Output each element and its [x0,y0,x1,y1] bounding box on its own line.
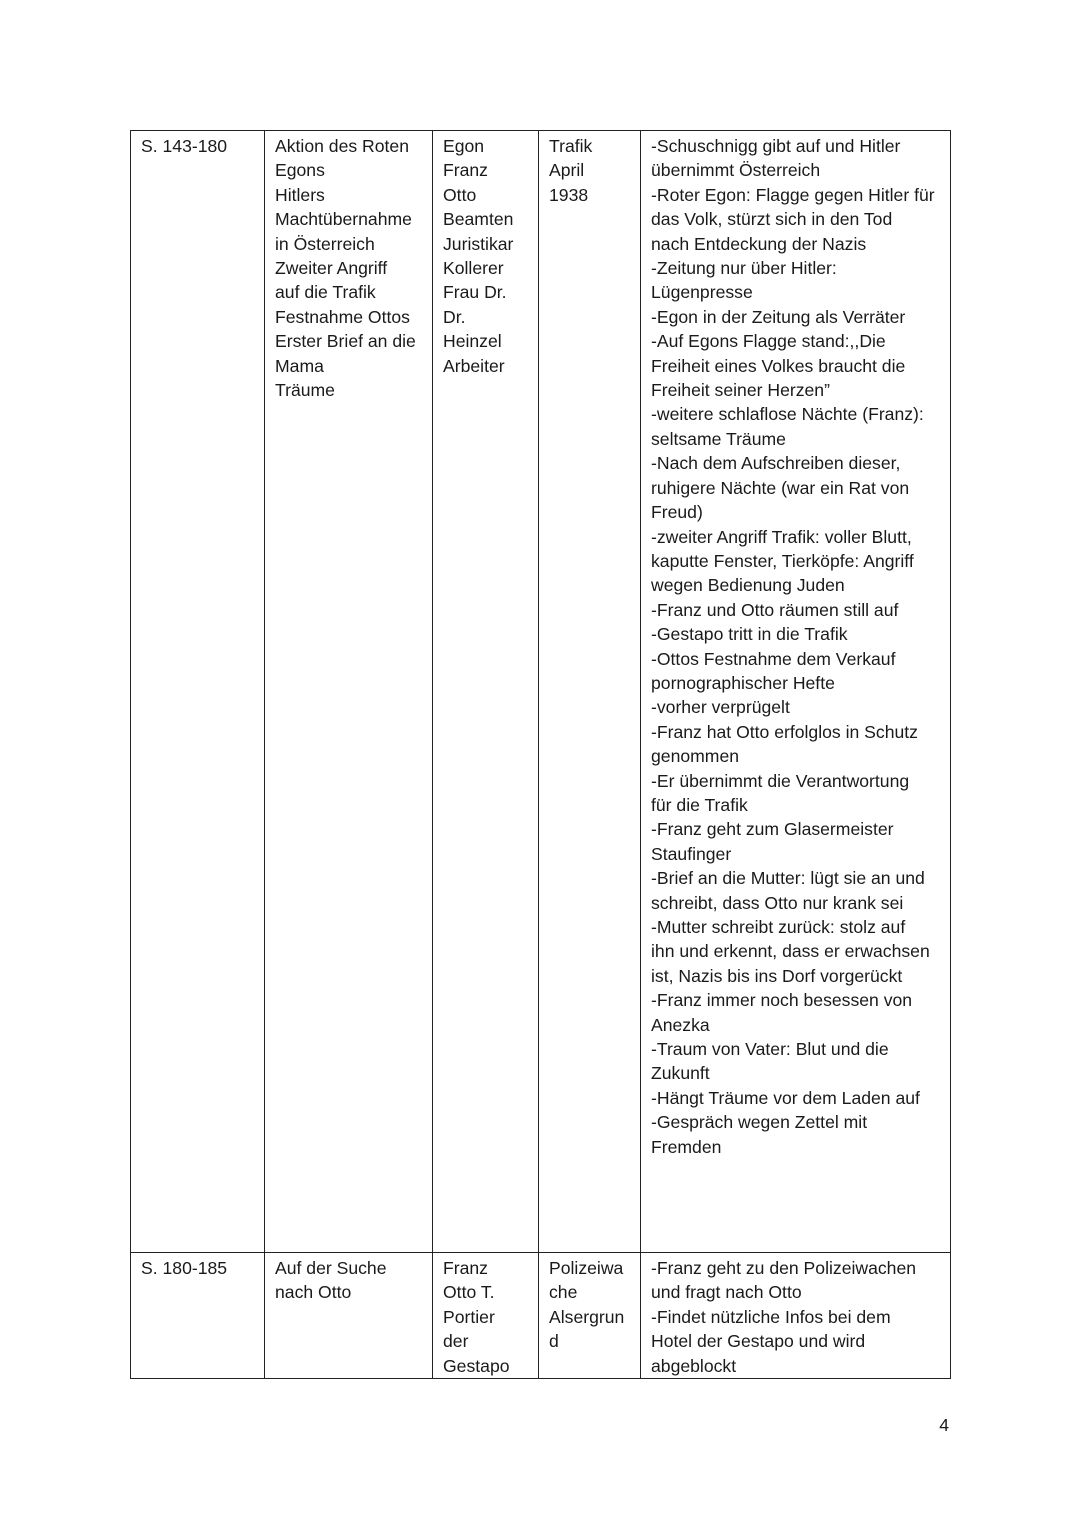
cell-line: in Österreich [275,233,375,254]
cell-line: -Brief an die Mutter: lügt sie an und [651,868,925,889]
cell-line: -Hängt Träume vor dem Laden auf [651,1087,920,1108]
cell-line: -Mutter schreibt zurück: stolz auf [651,917,906,937]
cell-line: Dr. [443,306,466,327]
cell-line: ihn und erkennt, dass er erwachsen [651,941,930,962]
cell-line: -Nach dem Aufschreiben dieser, [651,453,901,474]
cell-line: Träume [275,380,335,401]
place-time-cell [539,131,641,1253]
pages-text: S. 180-185 [141,1258,228,1278]
cell-line: kaputte Fenster, Tierköpfe: Angriff [651,550,914,571]
cell-line: Zweiter Angriff [275,258,388,279]
cell-line: Festnahme Ottos [275,306,410,327]
cell-line: ist, Nazis bis ins Dorf vorgerückt [651,965,903,986]
cell-line: abgeblockt [651,1355,737,1376]
cell-line: -Traum von Vater: Blut und die [651,1039,889,1060]
cell-line: Egon [443,136,485,156]
cell-line: Portier [443,1306,495,1327]
cell-line: -Er übernimmt die Verantwortung [651,770,910,791]
cell-line: April [549,160,585,181]
cell-line: Otto T. [443,1282,495,1303]
cell-line: Juristikar [443,233,514,254]
cell-line: das Volk, stürzt sich in den Tod [651,209,893,230]
cell-line: Mama [275,355,324,376]
cell-line: -Franz und Otto räumen still auf [651,599,899,620]
cell-line: genommen [651,746,740,767]
cell-line: Erster Brief an die [275,331,416,352]
cell-line: -Franz immer noch besessen von [651,990,913,1011]
cell-line: Franz [443,160,488,181]
cell-line: Kollerer [443,258,504,279]
cell-line: Trafik [549,136,593,156]
cell-line: d [549,1331,559,1352]
cell-line: auf die Trafik [275,282,376,303]
cell-line: wegen Bedienung Juden [651,575,845,596]
cell-line: schreibt, dass Otto nur krank sei [651,892,904,913]
pages-cell [131,131,265,1253]
cell-line: Zukunft [651,1063,710,1084]
cell-line: -vorher verprügelt [651,697,790,718]
cell-line: Otto [443,184,477,205]
cell-line: Aktion des Roten [275,136,409,156]
cell-line: -Franz geht zu den Polizeiwachen [651,1258,917,1278]
cell-line: -Auf Egons Flagge stand:,,Die [651,331,886,352]
events-cell [265,131,433,1253]
cell-line: -Gespräch wegen Zettel mit [651,1112,868,1133]
table-row [131,1253,951,1379]
cell-line: seltsame Träume [651,428,786,449]
cell-line: Freiheit eines Volkes braucht die [651,355,906,376]
cell-line: der [443,1331,469,1352]
cell-line: Freiheit seiner Herzen” [651,380,830,401]
cell-line: ruhigere Nächte (war ein Rat von [651,477,910,498]
cell-line: Fremden [651,1136,722,1157]
cell-line: Staufinger [651,843,732,864]
cell-line: Anezka [651,1014,710,1035]
summary-table [130,130,951,1379]
cell-line: -weitere schlaflose Nächte (Franz): [651,404,924,425]
cell-line: übernimmt Österreich [651,160,821,181]
content-cell [641,131,951,1253]
cell-line: -Roter Egon: Flagge gegen Hitler für [651,184,935,205]
characters-cell [433,131,539,1253]
cell-line: -Ottos Festnahme dem Verkauf [651,648,896,669]
cell-line: Machtübernahme [275,209,412,230]
cell-line: Gestapo [443,1355,510,1376]
cell-line: Franz [443,1258,488,1278]
events-cell [265,1253,433,1379]
cell-line: -Zeitung nur über Hitler: [651,258,837,279]
cell-line: Alsergrun [549,1306,625,1327]
page-number: 4 [939,1415,949,1435]
cell-line: Arbeiter [443,355,505,376]
cell-line: Auf der Suche [275,1258,387,1278]
cell-line: Frau Dr. [443,282,507,303]
cell-line: Heinzel [443,331,502,352]
cell-line: 1938 [549,184,589,205]
cell-line: Egons [275,160,325,181]
cell-line: -Schuschnigg gibt auf und Hitler [651,136,901,156]
cell-line: Hitlers [275,184,325,205]
cell-line: Polizeiwa [549,1258,624,1278]
cell-line: -Findet nützliche Infos bei dem [651,1306,891,1327]
cell-line: -Gestapo tritt in die Trafik [651,624,848,645]
cell-line: Hotel der Gestapo und wird [651,1331,866,1352]
content-cell [641,1253,951,1379]
place-time-cell [539,1253,641,1379]
cell-line: Freud) [651,502,703,523]
cell-line: nach Entdeckung der Nazis [651,233,867,254]
table-row [131,131,951,1253]
cell-line: che [549,1282,578,1303]
pages-text: S. 143-180 [141,136,228,156]
characters-cell [433,1253,539,1379]
cell-line: für die Trafik [651,794,748,815]
cell-line: -Franz hat Otto erfolglos in Schutz [651,721,918,742]
cell-line: -zweiter Angriff Trafik: voller Blutt, [651,526,912,547]
pages-cell [131,1253,265,1379]
cell-line: pornographischer Hefte [651,672,835,693]
cell-line: -Franz geht zum Glasermeister [651,819,894,840]
cell-line: und fragt nach Otto [651,1282,802,1303]
cell-line: Beamten [443,209,514,230]
cell-line: -Egon in der Zeitung als Verräter [651,306,906,327]
cell-line: nach Otto [275,1282,352,1303]
cell-line: Lügenpresse [651,282,753,303]
